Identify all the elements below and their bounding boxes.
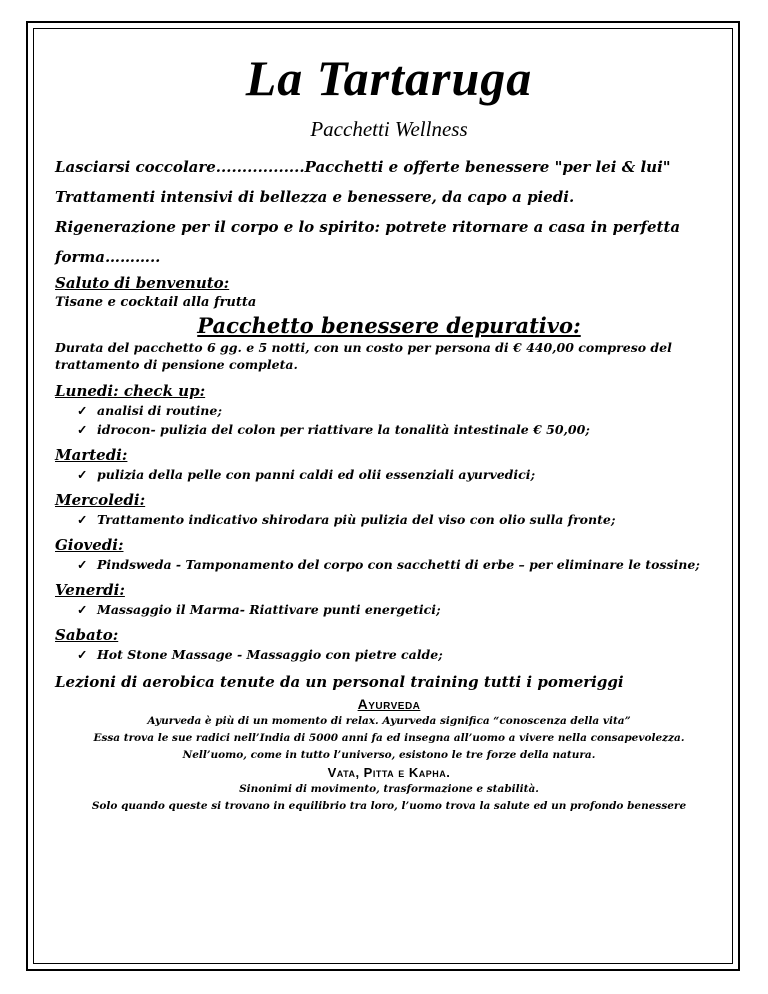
list-item (77, 420, 723, 439)
list-item (77, 555, 723, 574)
welcome-heading: Saluto di benvenuto: (55, 274, 230, 292)
ayurveda-line-4: Sinonimi di movimento, trasformazione e stabilità. (239, 783, 539, 795)
day-friday (55, 580, 723, 619)
checkmark-icon: ✓ (77, 467, 88, 482)
list-item-text: pulizia della pelle con panni caldi ed olii essenziali ayurvedici; (97, 467, 536, 482)
list-item (77, 465, 723, 484)
day-tuesday (55, 445, 723, 484)
intro-line-1: Lasciarsi coccolare.................Pacchetti e offerte benessere "per lei & lui" (55, 158, 671, 176)
list-item-text: Hot Stone Massage - Massaggio con pietre calde; (97, 647, 443, 662)
ayurveda-line-2: Essa trova le sue radici nell’India di 5000 anni fa ed insegna all’uomo a vivere nella consapevolezza. (93, 732, 685, 744)
checkmark-icon: ✓ (77, 602, 88, 617)
list-item-text: Trattamento indicativo shirodara più pulizia del viso con olio sulla fronte; (97, 512, 616, 527)
intro-line-2: Trattamenti intensivi di bellezza e benessere, da capo a piedi. (55, 188, 575, 206)
ayurveda-section (55, 696, 723, 815)
welcome-text: Tisane e cocktail alla frutta (55, 295, 257, 310)
page-title: La Tartaruga (245, 50, 533, 106)
ayurveda-line-5: Solo quando queste si trovano in equilibrio tra loro, l’uomo trova la salute ed un profondo benessere (91, 800, 687, 812)
page-subtitle: Pacchetti Wellness (310, 117, 468, 141)
ayurveda-line-3: Nell’uomo, come in tutto l’universo, esistono le tre forze della natura. (182, 749, 596, 761)
checkmark-icon: ✓ (77, 557, 88, 572)
day-wednesday (55, 490, 723, 529)
day-heading: Giovedi: (55, 536, 124, 554)
day-monday (55, 381, 723, 439)
intro-line-3: Rigenerazione per il corpo e lo spirito: potrete ritornare a casa in perfetta (55, 218, 681, 236)
intro-line-4: forma……….. (55, 248, 161, 266)
checkmark-icon: ✓ (77, 422, 88, 437)
ayurveda-line-1: Ayurveda è più di un momento di relax. Ayurveda significa “conoscenza della vita” (147, 715, 631, 727)
day-thursday (55, 535, 723, 574)
list-item-text: idrocon- pulizia del colon per riattivare la tonalità intestinale € 50,00; (97, 422, 590, 437)
package-title: Pacchetto benessere depurativo: (197, 313, 581, 338)
list-item-text: analisi di routine; (97, 403, 222, 418)
day-heading: Mercoledi: (55, 491, 146, 509)
list-item (77, 600, 723, 619)
list-item (77, 401, 723, 420)
ayurveda-heading: Ayurveda (357, 696, 421, 712)
checkmark-icon: ✓ (77, 403, 88, 418)
checkmark-icon: ✓ (77, 647, 88, 662)
day-saturday (55, 625, 723, 664)
aerobica-line: Lezioni di aerobica tenute da un personal training tutti i pomeriggi (55, 673, 624, 691)
checkmark-icon: ✓ (77, 512, 88, 527)
list-item-text: Pindsweda - Tamponamento del corpo con sacchetti di erbe – per eliminare le tossine; (97, 557, 700, 572)
day-list (55, 381, 723, 664)
day-heading: Sabato: (55, 626, 119, 644)
day-heading: Venerdi: (55, 581, 125, 599)
package-description: Durata del pacchetto 6 gg. e 5 notti, con un costo per persona di € 440,00 compreso del trattamento di pensione completa. (55, 340, 672, 372)
day-heading: Martedi: (55, 446, 128, 464)
list-item (77, 510, 723, 529)
list-item (77, 645, 723, 664)
list-item-text: Massaggio il Marma- Riattivare punti energetici; (97, 602, 441, 617)
day-heading: Lunedi: check up: (55, 382, 206, 400)
menu-content (55, 46, 723, 815)
ayurveda-subheading: Vata, Pitta e Kapha. (327, 765, 451, 780)
